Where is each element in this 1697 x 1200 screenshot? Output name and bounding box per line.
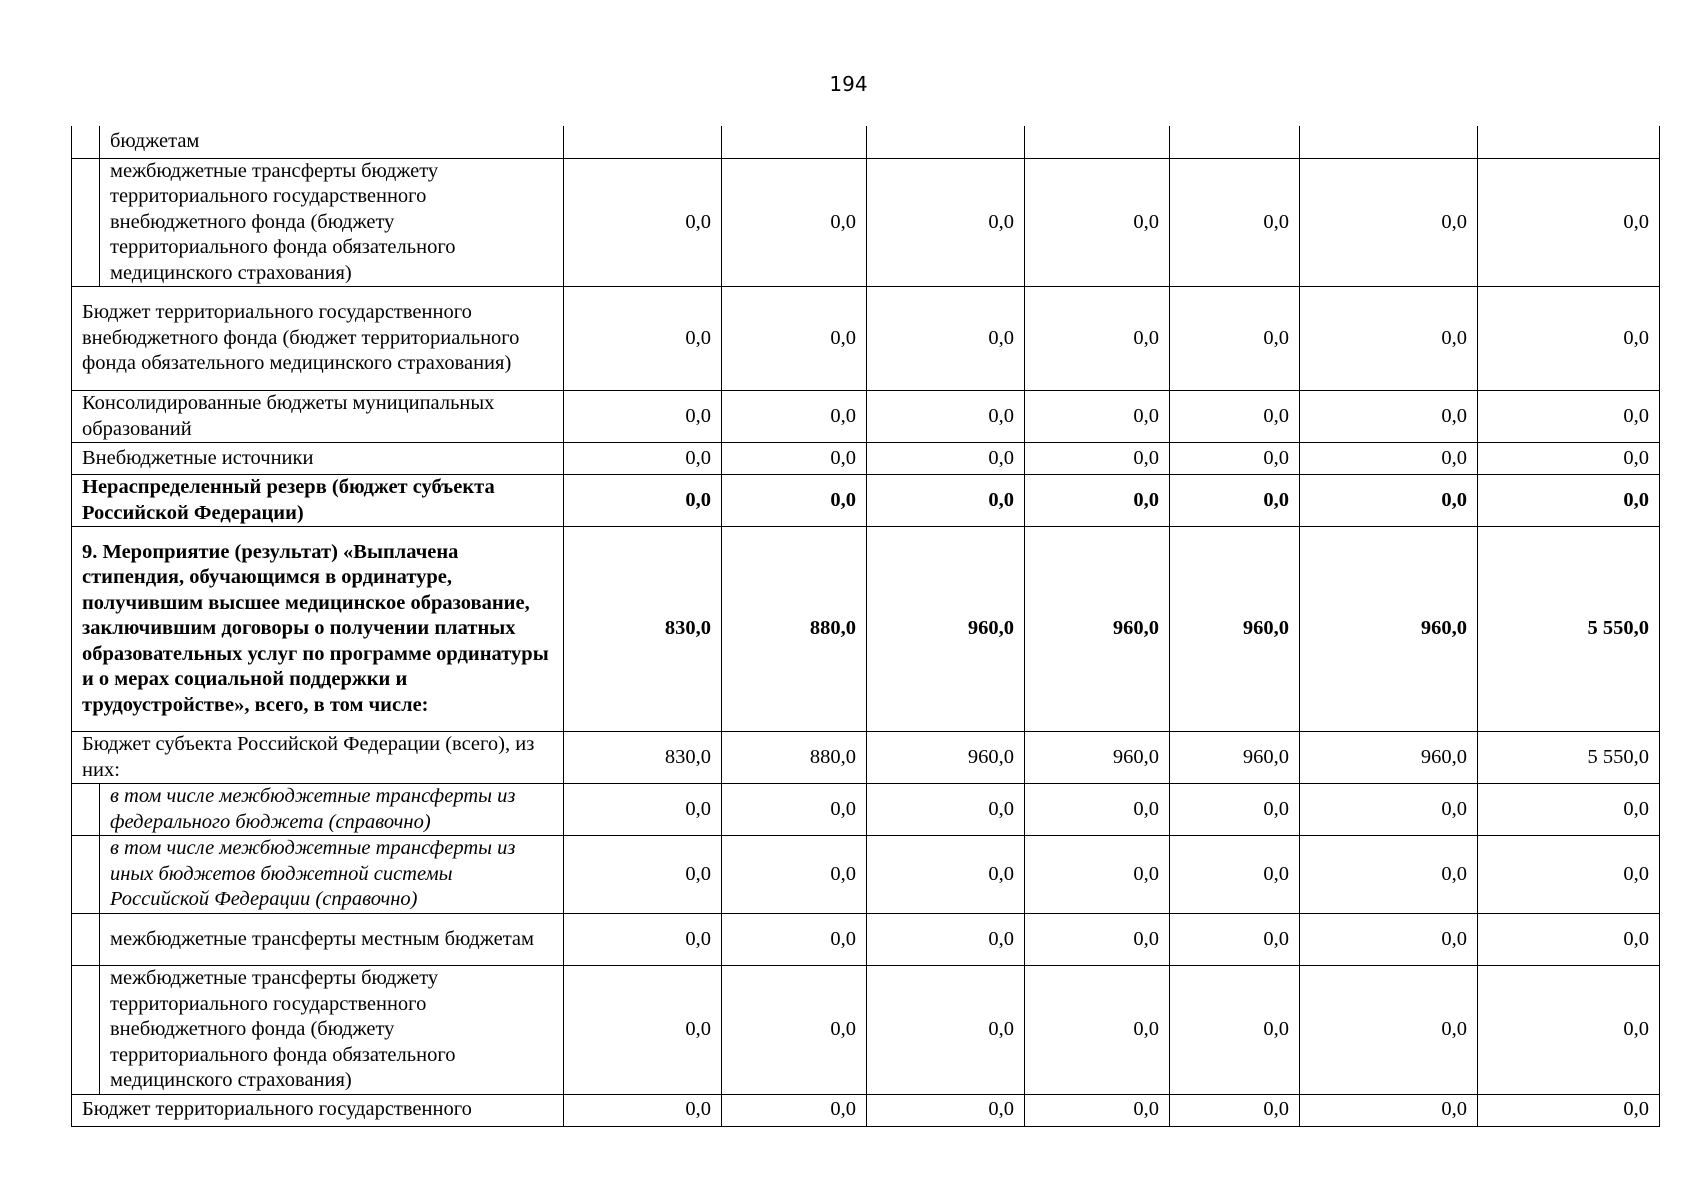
value-cell: 0,0 [722,158,867,287]
indent-cell [72,836,100,914]
table-row [72,836,1660,914]
value-cell: 880,0 [722,732,867,784]
value-cell: 0,0 [722,966,867,1095]
value-cell: 0,0 [1170,836,1300,914]
value-cell: 0,0 [722,914,867,966]
row-label: межбюджетные трансферты бюджету территориального государственного внебюджетного фонда (бюджету территориального фонда обязательного медицинского страхования) [100,966,564,1095]
value-cell [1300,126,1478,158]
value-cell: 0,0 [1170,443,1300,475]
value-cell: 0,0 [1170,158,1300,287]
value-cell: 0,0 [1300,966,1478,1095]
value-cell: 0,0 [1478,966,1660,1095]
row-label: Бюджет территориального государственного [72,1094,564,1126]
value-cell: 0,0 [1300,914,1478,966]
indent-cell [72,784,100,836]
value-cell: 0,0 [1025,443,1170,475]
indent-cell [72,914,100,966]
value-cell: 0,0 [1025,836,1170,914]
row-label: межбюджетные трансферты бюджету территориального государственного внебюджетного фонда (бюджету территориального фонда обязательного медицинского страхования) [100,158,564,287]
value-cell: 830,0 [564,732,722,784]
value-cell: 0,0 [867,443,1025,475]
value-cell: 0,0 [564,443,722,475]
value-cell: 0,0 [722,475,867,527]
row-label: в том числе межбюджетные трансферты из федерального бюджета (справочно) [100,784,564,836]
value-cell: 0,0 [1170,966,1300,1095]
row-label: Консолидированные бюджеты муниципальных образований [72,391,564,443]
value-cell: 0,0 [1300,158,1478,287]
row-label: 9. Мероприятие (результат) «Выплачена стипендия, обучающимся в ординатуре, получившим высшее медицинское образование, заключившим договоры о получении платных образовательных услуг по программе ординатуры и о мерах социальной поддержки и трудоустройстве», всего, в том числе: [72,527,564,732]
value-cell: 0,0 [1170,475,1300,527]
table-row [72,914,1660,966]
value-cell: 960,0 [867,732,1025,784]
value-cell: 880,0 [722,527,867,732]
value-cell: 960,0 [867,527,1025,732]
table-row [72,443,1660,475]
value-cell: 0,0 [1025,914,1170,966]
value-cell: 0,0 [1025,158,1170,287]
value-cell: 0,0 [1478,784,1660,836]
value-cell: 0,0 [1300,443,1478,475]
table-row [72,1094,1660,1126]
value-cell: 0,0 [1300,391,1478,443]
value-cell: 0,0 [1025,391,1170,443]
value-cell: 0,0 [1478,158,1660,287]
value-cell: 0,0 [1170,287,1300,391]
value-cell: 0,0 [1478,443,1660,475]
value-cell: 0,0 [722,784,867,836]
table-row [72,475,1660,527]
value-cell: 0,0 [1170,391,1300,443]
value-cell: 0,0 [867,914,1025,966]
value-cell: 0,0 [867,966,1025,1095]
table-body [72,126,1660,1126]
row-label: межбюджетные трансферты местным бюджетам [100,914,564,966]
value-cell [1478,126,1660,158]
value-cell: 0,0 [564,287,722,391]
value-cell: 5 550,0 [1478,732,1660,784]
value-cell [1025,126,1170,158]
value-cell: 960,0 [1170,527,1300,732]
value-cell: 0,0 [1025,1094,1170,1126]
indent-cell [72,158,100,287]
value-cell: 0,0 [1300,475,1478,527]
row-label: бюджетам [100,126,564,158]
value-cell: 0,0 [1170,914,1300,966]
value-cell: 0,0 [867,158,1025,287]
table-row [72,732,1660,784]
value-cell: 0,0 [867,784,1025,836]
value-cell: 830,0 [564,527,722,732]
value-cell: 0,0 [564,836,722,914]
row-label: Бюджет субъекта Российской Федерации (всего), из них: [72,732,564,784]
table-row [72,966,1660,1095]
value-cell: 960,0 [1025,732,1170,784]
value-cell: 0,0 [867,391,1025,443]
value-cell: 0,0 [867,475,1025,527]
value-cell [867,126,1025,158]
table-row [72,287,1660,391]
value-cell: 0,0 [1478,914,1660,966]
row-label: Бюджет территориального государственного внебюджетного фонда (бюджет территориального фонда обязательного медицинского страхования) [72,287,564,391]
table-row [72,784,1660,836]
value-cell: 0,0 [867,1094,1025,1126]
row-label: Нераспределенный резерв (бюджет субъекта Российской Федерации) [72,475,564,527]
budget-table [71,126,1660,1127]
value-cell: 0,0 [1170,784,1300,836]
value-cell: 0,0 [564,1094,722,1126]
value-cell: 960,0 [1300,732,1478,784]
value-cell: 0,0 [1300,836,1478,914]
row-label: Внебюджетные источники [72,443,564,475]
value-cell: 0,0 [564,784,722,836]
value-cell: 0,0 [1478,1094,1660,1126]
value-cell: 0,0 [1300,1094,1478,1126]
value-cell: 0,0 [1300,784,1478,836]
value-cell: 0,0 [1025,287,1170,391]
value-cell: 0,0 [1025,966,1170,1095]
row-label: в том числе межбюджетные трансферты из иных бюджетов бюджетной системы Российской Федерации (справочно) [100,836,564,914]
value-cell: 0,0 [564,914,722,966]
value-cell: 0,0 [722,391,867,443]
value-cell [1170,126,1300,158]
value-cell: 0,0 [722,1094,867,1126]
table-row [72,391,1660,443]
indent-cell [72,126,100,158]
value-cell: 0,0 [722,836,867,914]
page-number: 194 [829,72,868,96]
value-cell: 0,0 [867,287,1025,391]
value-cell: 960,0 [1025,527,1170,732]
value-cell: 0,0 [1478,836,1660,914]
value-cell: 0,0 [1025,784,1170,836]
table-row [72,527,1660,732]
value-cell: 0,0 [867,836,1025,914]
value-cell: 0,0 [1170,1094,1300,1126]
value-cell: 960,0 [1170,732,1300,784]
value-cell: 5 550,0 [1478,527,1660,732]
value-cell: 0,0 [1478,391,1660,443]
value-cell: 0,0 [1025,475,1170,527]
value-cell: 0,0 [722,443,867,475]
value-cell [722,126,867,158]
value-cell: 0,0 [564,391,722,443]
value-cell: 0,0 [722,287,867,391]
value-cell: 0,0 [564,158,722,287]
indent-cell [72,966,100,1095]
value-cell: 960,0 [1300,527,1478,732]
value-cell: 0,0 [1478,287,1660,391]
value-cell: 0,0 [564,475,722,527]
value-cell [564,126,722,158]
value-cell: 0,0 [1300,287,1478,391]
value-cell: 0,0 [1478,475,1660,527]
table-row [72,158,1660,287]
value-cell: 0,0 [564,966,722,1095]
table-row [72,126,1660,158]
